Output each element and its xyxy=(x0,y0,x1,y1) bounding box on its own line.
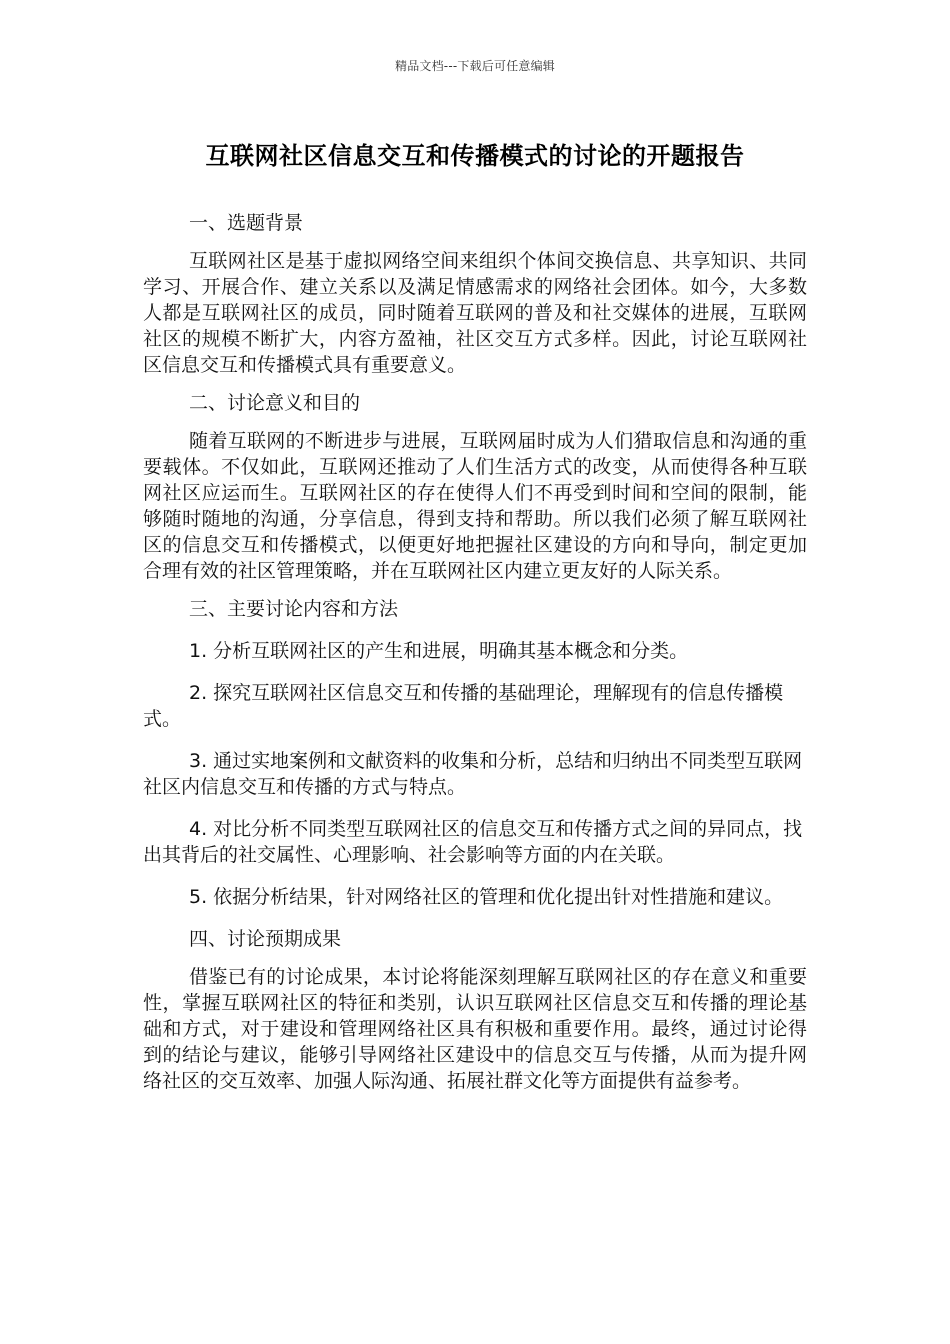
section-paragraph-significance: 随着互联网的不断进步与进展，互联网届时成为人们猎取信息和沟通的重要载体。不仅如此，互联网还推动了人们生活方式的改变，从而使得各种互联网社区应运而生。互联网社区的存在使得人们不再受到时间和空间的限制，能够随时随地的沟通，分享信息，得到支持和帮助。所以我们必须了解互联网社区的信息交互和传播模式，以便更好地把握社区建设的方向和导向，制定更加合理有效的社区管理策略，并在互联网社区内建立更友好的人际关系。 xyxy=(143,430,807,582)
section-paragraph-expected-results: 借鉴已有的讨论成果，本讨论将能深刻理解互联网社区的存在意义和重要性，掌握互联网社区的特征和类别，认识互联网社区信息交互和传播的理论基础和方式，对于建设和管理网络社区具有积极和重要作用。最终，通过讨论得到的结论与建议，能够引导网络社区建设中的信息交互与传播，从而为提升网络社区的交互效率、加强人际沟通、拓展社群文化等方面提供有益参考。 xyxy=(143,966,807,1092)
section-heading-background: 一、选题背景 xyxy=(189,212,304,234)
page-header-note: 精品文档---下载后可任意编辑 xyxy=(395,59,555,73)
section-heading-content-methods: 三、主要讨论内容和方法 xyxy=(189,598,399,620)
list-item: 4. 对比分析不同类型互联网社区的信息交互和传播方式之间的异同点，找出其背后的社交属性、心理影响、社会影响等方面的内在关联。 xyxy=(143,818,803,866)
section-heading-significance: 二、讨论意义和目的 xyxy=(189,392,361,414)
list-item: 5. 依据分析结果，针对网络社区的管理和优化提出针对性措施和建议。 xyxy=(189,886,784,908)
list-item: 2. 探究互联网社区信息交互和传播的基础理论，理解现有的信息传播模式。 xyxy=(143,682,784,730)
list-item: 3. 通过实地案例和文献资料的收集和分析，总结和归纳出不同类型互联网社区内信息交互和传播的方式与特点。 xyxy=(143,750,803,798)
list-item: 1. 分析互联网社区的产生和进展，明确其基本概念和分类。 xyxy=(189,640,689,662)
section-paragraph-background: 互联网社区是基于虚拟网络空间来组织个体间交换信息、共享知识、共同学习、开展合作、建立关系以及满足情感需求的网络社会团体。如今，大多数人都是互联网社区的成员，同时随着互联网的普及和社交媒体的进展，互联网社区的规模不断扩大，内容方盈袖，社区交互方式多样。因此，讨论互联网社区信息交互和传播模式具有重要意义。 xyxy=(143,250,807,376)
document-body xyxy=(143,210,807,1106)
section-heading-expected-results: 四、讨论预期成果 xyxy=(189,928,342,950)
document-title: 互联网社区信息交互和传播模式的讨论的开题报告 xyxy=(205,142,745,170)
